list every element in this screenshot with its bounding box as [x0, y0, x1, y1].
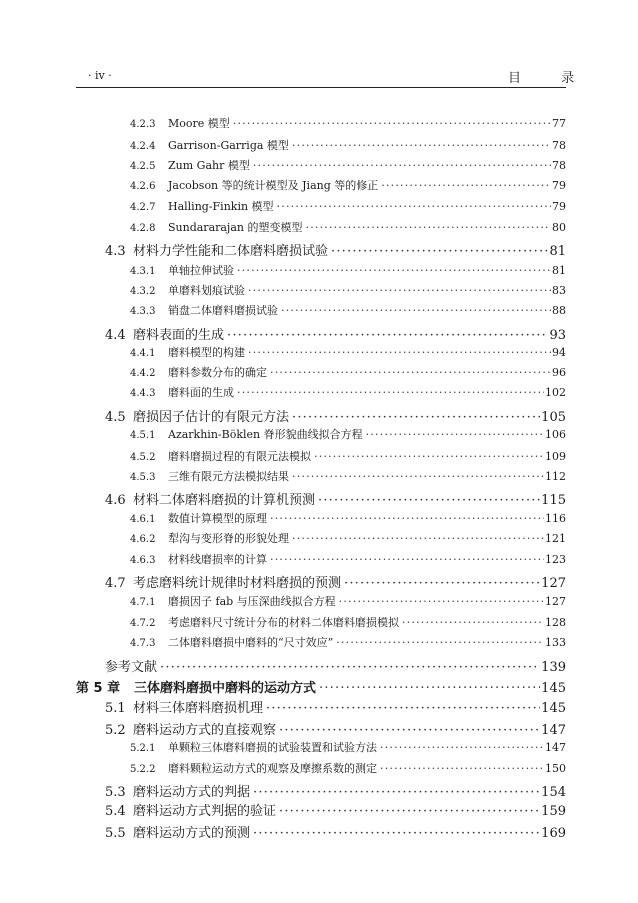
toc-entry-number: 4.3.1	[130, 266, 156, 277]
toc-entry-page: 147	[541, 723, 566, 738]
toc-entry-page: 79	[552, 200, 566, 213]
toc-entry-page: 115	[541, 493, 566, 508]
dot-leader	[402, 616, 544, 629]
toc-entry-title: Jacobson 等的统计模型及 Jiang 等的修正	[168, 179, 379, 192]
toc-entry-number: 4.7	[105, 576, 126, 591]
dot-leader	[160, 660, 540, 675]
dot-leader	[292, 470, 544, 483]
toc-entry-number: 4.5.3	[130, 472, 156, 483]
toc-entry[interactable]	[130, 448, 566, 464]
toc-entry[interactable]	[130, 344, 566, 360]
toc-entry[interactable]	[130, 282, 566, 298]
toc-entry-number: 4.6.2	[130, 534, 156, 545]
toc-entry[interactable]	[105, 697, 566, 715]
toc-entry[interactable]	[130, 739, 566, 755]
toc-entry-number: 5.5	[105, 826, 126, 841]
toc-entry-number: 5.2	[105, 723, 126, 738]
toc-entry-page: 81	[552, 264, 566, 277]
toc-entry-number: 4.7.3	[130, 638, 156, 649]
toc-entry-number: 4.6.1	[130, 514, 156, 525]
dot-leader	[237, 264, 551, 277]
toc-entry[interactable]	[105, 822, 566, 840]
toc-entry-page: 106	[545, 428, 566, 441]
toc-entry-number: 4.7.1	[130, 597, 156, 608]
toc-entry-title: 考虑磨料统计规律时材料磨损的预测	[133, 576, 342, 591]
toc-entry-page: 169	[541, 826, 566, 841]
toc-entry-number: 5.3	[105, 785, 126, 800]
dot-leader	[331, 244, 548, 259]
toc-entry-number: 5.4	[105, 804, 126, 819]
toc-entry[interactable]	[105, 572, 566, 590]
toc-entry[interactable]	[130, 614, 566, 630]
toc-entry[interactable]	[130, 426, 566, 442]
dot-leader	[277, 200, 551, 213]
toc-entry-title: 数值计算模型的原理	[168, 512, 267, 525]
dot-leader	[380, 741, 544, 754]
page-number-header: · iv ·	[88, 69, 112, 82]
toc-entry-title: 考虑磨料尺寸统计分布的材料二体磨料磨损模拟	[168, 616, 399, 629]
dot-leader	[318, 493, 540, 508]
toc-entry-title: 材料二体磨料磨损的计算机预测	[133, 493, 316, 508]
toc-entry-title: 磨损因子估计的有限元方法	[133, 410, 290, 425]
toc-entry-number: 4.2.5	[130, 161, 156, 172]
dot-leader	[292, 532, 544, 545]
toc-entry-page: 88	[552, 304, 566, 317]
toc-entry-title: 销盘二体磨料磨损试验	[168, 304, 278, 317]
toc-entry-page: 159	[541, 804, 566, 819]
toc-entry[interactable]	[130, 593, 566, 609]
dot-leader	[281, 304, 551, 317]
dot-leader	[279, 804, 540, 819]
dot-leader	[266, 701, 540, 716]
toc-entry-page: 102	[545, 386, 566, 399]
toc-entry-number: 第 5 章	[76, 681, 121, 696]
toc-entry-title: 材料三体磨料磨损机理	[133, 701, 264, 716]
toc-entry-number: 4.2.6	[130, 181, 156, 192]
toc-entry[interactable]	[105, 719, 566, 737]
toc-entry-title: 磨料表面的生成	[133, 328, 225, 343]
toc-entry-number: 5.2.1	[130, 743, 156, 754]
toc-entry-title: 材料线磨损率的计算	[168, 553, 267, 566]
toc-entry[interactable]	[105, 240, 566, 258]
toc-entry-page: 80	[552, 221, 566, 234]
dot-leader	[366, 428, 544, 441]
toc-entry-title: 材料力学性能和二体磨料磨损试验	[133, 244, 329, 259]
toc-entry-title: Zum Gahr 模型	[168, 159, 250, 172]
toc-entry[interactable]	[130, 364, 566, 380]
toc-entry-title: 磨料参数分布的确定	[168, 366, 267, 379]
toc-entry-title: 单轴拉伸试验	[168, 264, 234, 277]
dot-leader	[253, 159, 551, 172]
dot-leader	[248, 346, 551, 359]
toc-entry-number: 4.4.3	[130, 388, 156, 399]
toc-entry-title: Azarkhin-Böklen 脊形貌曲线拟合方程	[168, 428, 363, 441]
toc-entry-number: 4.2.7	[130, 202, 156, 213]
toc-entry[interactable]	[130, 551, 566, 567]
toc-entry[interactable]	[130, 115, 566, 131]
toc-entry-number: 4.4	[105, 328, 126, 343]
toc-entry-page: 145	[541, 681, 566, 696]
dot-leader	[339, 595, 544, 608]
toc-entry-number: 4.6	[105, 493, 126, 508]
toc-entry-page: 150	[545, 762, 566, 775]
toc-entry[interactable]	[105, 800, 566, 818]
dot-leader	[248, 284, 551, 297]
toc-entry-title: Sundararajan 的塑变模型	[168, 221, 303, 234]
toc-entry-page: 83	[552, 284, 566, 297]
dot-leader	[253, 826, 540, 841]
toc-entry-title: 三维有限元方法模拟结果	[168, 470, 289, 483]
toc-entry-page: 93	[549, 328, 566, 343]
toc-entry-number: 4.5.1	[130, 430, 156, 441]
toc-entry-title: 磨料运动方式的预测	[133, 826, 251, 841]
dot-leader	[279, 723, 540, 738]
dot-leader	[270, 366, 551, 379]
dot-leader	[319, 681, 540, 696]
toc-entry-page: 116	[545, 512, 566, 525]
toc-entry-number: 4.2.4	[130, 141, 156, 152]
toc-entry[interactable]	[130, 262, 566, 278]
toc-entry-number: 4.4.2	[130, 368, 156, 379]
toc-entry-title: 磨料面的生成	[168, 386, 234, 399]
toc-entry-page: 121	[545, 532, 566, 545]
toc-entry[interactable]	[105, 406, 566, 424]
toc-entry-page: 78	[552, 159, 566, 172]
dot-leader	[314, 450, 544, 463]
dot-leader	[380, 762, 544, 775]
toc-entry-page: 139	[541, 660, 566, 675]
toc-entry[interactable]	[130, 137, 566, 153]
toc-entry-title: 单磨料划痕试验	[168, 284, 245, 297]
toc-entry-page: 147	[545, 741, 566, 754]
toc-entry-title: 三体磨料磨损中磨料的运动方式	[134, 681, 317, 696]
toc-entry-page: 96	[552, 366, 566, 379]
toc-entry-page: 154	[541, 785, 566, 800]
toc-entry[interactable]	[130, 634, 566, 650]
dot-leader	[292, 410, 540, 425]
toc-entry[interactable]	[130, 302, 566, 318]
toc-entry-page: 77	[552, 117, 566, 130]
toc-entry-number: 4.2.8	[130, 223, 156, 234]
toc-entry[interactable]	[105, 781, 566, 799]
toc-entry-title: 参考文献	[105, 660, 158, 675]
dot-leader	[270, 553, 544, 566]
toc-entry[interactable]	[105, 489, 566, 507]
toc-entry-title: 二体磨料磨损中磨料的“尺寸效应”	[168, 636, 334, 649]
toc-entry[interactable]	[130, 384, 566, 400]
toc-entry[interactable]	[105, 656, 566, 674]
toc-entry-page: 109	[545, 450, 566, 463]
toc-entry-title: Garrison-Garriga 模型	[168, 139, 289, 152]
toc-entry-title: 磨料运动方式的判据	[133, 785, 251, 800]
toc-entry[interactable]	[130, 510, 566, 526]
dot-leader	[344, 576, 540, 591]
dot-leader	[336, 636, 544, 649]
toc-entry-number: 4.4.1	[130, 348, 156, 359]
toc-entry-title: 犁沟与变形脊的形貌处理	[168, 532, 289, 545]
dot-leader	[270, 512, 544, 525]
toc-entry-page: 123	[545, 553, 566, 566]
toc-entry-number: 4.3	[105, 244, 126, 259]
toc-entry-title: Halling-Finkin 模型	[168, 200, 274, 213]
toc-entry-title: Moore 模型	[168, 117, 230, 130]
toc-entry-number: 4.6.3	[130, 555, 156, 566]
toc-entry[interactable]	[130, 157, 566, 173]
toc-entry[interactable]	[130, 177, 566, 193]
toc-entry-number: 4.5.2	[130, 452, 156, 463]
toc-entry-number: 4.7.2	[130, 618, 156, 629]
toc-entry-title: 单颗粒三体磨料磨损的试验装置和试验方法	[168, 741, 377, 754]
toc-entry-number: 5.2.2	[130, 764, 156, 775]
toc-entry-page: 127	[545, 595, 566, 608]
toc-entry-page: 79	[552, 179, 566, 192]
toc-entry-page: 81	[549, 244, 566, 259]
toc-entry[interactable]	[130, 530, 566, 546]
toc-entry-page: 105	[541, 410, 566, 425]
toc-entry-number: 4.5	[105, 410, 126, 425]
toc-entry-title: 磨料颗粒运动方式的观察及摩擦系数的测定	[168, 762, 377, 775]
toc-entry-number: 5.1	[105, 701, 126, 716]
toc-entry-page: 112	[545, 470, 566, 483]
toc-entry-page: 145	[541, 701, 566, 716]
toc-entry-title: 磨料运动方式判据的验证	[133, 804, 277, 819]
toc-entry-page: 128	[545, 616, 566, 629]
toc-entry-number: 4.2.3	[130, 119, 156, 130]
toc-entry-number: 4.3.2	[130, 286, 156, 297]
toc-entry-page: 127	[541, 576, 566, 591]
dot-leader	[381, 179, 551, 192]
toc-entry-page: 133	[545, 636, 566, 649]
toc-entry[interactable]	[130, 468, 566, 484]
toc-entry-title: 磨损因子 fab 与压深曲线拟合方程	[168, 595, 336, 608]
running-title: 目 录	[508, 71, 593, 86]
toc-entry[interactable]	[105, 324, 566, 342]
toc-entry-number: 4.3.3	[130, 306, 156, 317]
dot-leader	[306, 221, 552, 234]
dot-leader	[253, 785, 540, 800]
toc-entry-page: 94	[552, 346, 566, 359]
dot-leader	[292, 139, 551, 152]
toc-entry-title: 磨料运动方式的直接观察	[133, 723, 277, 738]
header-rule	[76, 87, 566, 88]
dot-leader	[237, 386, 544, 399]
toc-entry-title: 磨料模型的构建	[168, 346, 245, 359]
toc-chapter-entry[interactable]	[76, 677, 566, 695]
dot-leader	[227, 328, 548, 343]
toc-entry[interactable]	[130, 219, 566, 235]
toc-entry[interactable]	[130, 760, 566, 776]
toc-entry[interactable]	[130, 198, 566, 214]
dot-leader	[233, 117, 551, 130]
toc-entry-title: 磨料磨损过程的有限元法模拟	[168, 450, 311, 463]
toc-entry-page: 78	[552, 139, 566, 152]
